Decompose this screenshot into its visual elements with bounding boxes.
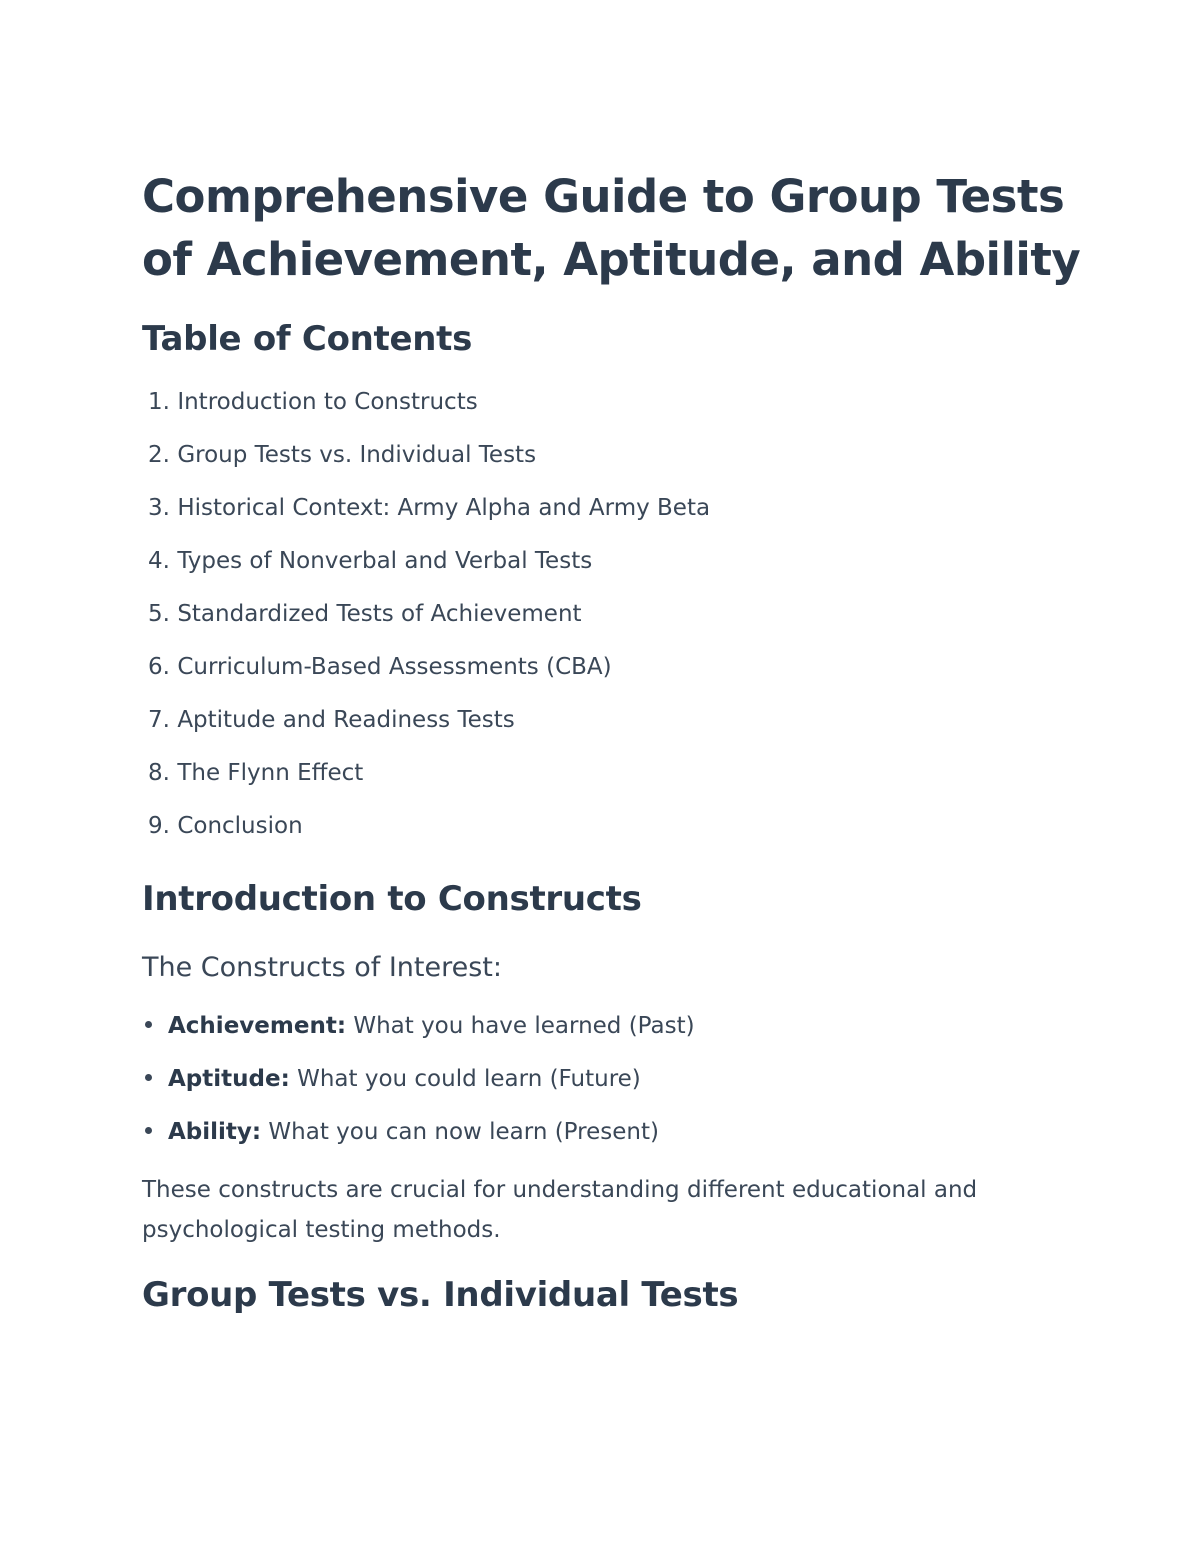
bullet-text: What you could learn (Future) xyxy=(289,1066,641,1092)
toc-item-label: Introduction to Constructs xyxy=(177,389,478,415)
toc-item[interactable] xyxy=(142,547,710,600)
toc-item-number: 7. xyxy=(148,707,170,733)
toc-item[interactable] xyxy=(142,441,710,494)
toc-item[interactable] xyxy=(142,653,710,706)
list-item xyxy=(142,1063,695,1116)
bullet-term: Achievement: xyxy=(168,1013,347,1039)
toc-item[interactable] xyxy=(142,706,710,759)
document-title: Comprehensive Guide to Group Tests of Achievement, Aptitude, and Ability xyxy=(142,170,1081,286)
toc-item-label: The Flynn Effect xyxy=(177,760,364,786)
toc-item[interactable] xyxy=(142,759,710,812)
toc-item-number: 4. xyxy=(148,548,170,574)
toc-item-number: 2. xyxy=(148,442,170,468)
toc-item[interactable] xyxy=(142,494,710,547)
bullet-icon xyxy=(145,1021,152,1028)
body-paragraph: These constructs are crucial for understanding different educational and psychological testing methods. xyxy=(142,1177,978,1243)
toc-item-number: 3. xyxy=(148,495,170,521)
toc-item-label: Types of Nonverbal and Verbal Tests xyxy=(177,548,593,574)
bullet-icon xyxy=(145,1127,152,1134)
toc-item-label: Historical Context: Army Alpha and Army Beta xyxy=(177,495,711,521)
toc-item-number: 6. xyxy=(148,654,170,680)
section-heading-introduction: Introduction to Constructs xyxy=(142,879,642,919)
bullet-term: Aptitude: xyxy=(168,1066,290,1092)
toc-item[interactable] xyxy=(142,388,710,441)
bullet-icon xyxy=(145,1074,152,1081)
bullet-term: Ability: xyxy=(168,1119,262,1145)
toc-item-label: Curriculum-Based Assessments (CBA) xyxy=(177,654,612,680)
section-heading-group-tests: Group Tests vs. Individual Tests xyxy=(142,1275,739,1315)
toc-item-label: Conclusion xyxy=(177,813,303,839)
table-of-contents xyxy=(142,388,710,865)
toc-item-number: 1. xyxy=(148,389,170,415)
toc-item[interactable] xyxy=(142,600,710,653)
list-item xyxy=(142,1010,695,1063)
toc-heading: Table of Contents xyxy=(142,319,473,359)
bullet-text: What you have learned (Past) xyxy=(346,1013,695,1039)
toc-item-number: 5. xyxy=(148,601,170,627)
toc-item-number: 8. xyxy=(148,760,170,786)
section-subheading: The Constructs of Interest: xyxy=(142,952,502,983)
toc-item-label: Standardized Tests of Achievement xyxy=(177,601,582,627)
toc-item[interactable] xyxy=(142,812,710,865)
toc-item-number: 9. xyxy=(148,813,170,839)
toc-item-label: Aptitude and Readiness Tests xyxy=(177,707,515,733)
toc-item-label: Group Tests vs. Individual Tests xyxy=(177,442,537,468)
bullet-text: What you can now learn (Present) xyxy=(261,1119,659,1145)
list-item xyxy=(142,1116,695,1169)
constructs-list xyxy=(142,1010,695,1169)
